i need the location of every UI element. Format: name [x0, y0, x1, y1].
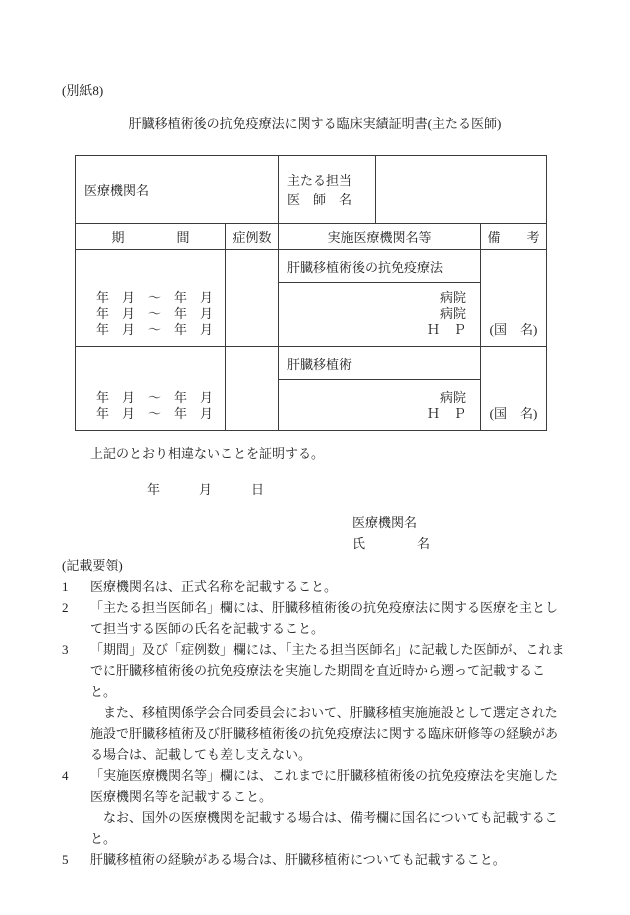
therapy-period-cell — [76, 250, 226, 346]
signature-block — [352, 512, 430, 554]
country-remark: (国 名) — [489, 322, 538, 337]
notes-heading: (記載要領) — [62, 558, 123, 573]
hospital-label: 病院 — [439, 390, 466, 405]
hospital-label: 病院 — [439, 306, 466, 321]
note-number: 2 — [62, 600, 69, 615]
transplant-institutions-cell — [279, 347, 481, 430]
note-paragraph: なお、国外の医療機関を記載する場合は、備考欄に国名についても記載すること。 — [90, 810, 558, 846]
note-item — [62, 576, 570, 597]
notes-section — [62, 555, 570, 870]
document-title: 肝臓移植術後の抗免疫療法に関する臨床実績証明書(主たる医師) — [128, 116, 502, 131]
note-paragraph: 肝臓移植術の経験がある場合は、肝臓移植術についても記載すること。 — [90, 852, 506, 867]
note-item — [62, 639, 570, 765]
note-body — [90, 576, 570, 597]
transplant-institution-lines — [279, 380, 480, 430]
transplant-period-cell — [76, 347, 226, 430]
name-signature-label: 氏 名 — [352, 536, 431, 551]
note-number: 3 — [62, 642, 69, 657]
transplant-remark-cell — [481, 347, 546, 430]
column-header-remarks: 備 考 — [487, 230, 540, 245]
clinical-record-table — [75, 155, 547, 431]
transplant-section-heading: 肝臓移植術 — [279, 347, 480, 380]
annex-label: (別紙8) — [62, 83, 104, 98]
therapy-section-heading: 肝臓移植術後の抗免疫療法 — [279, 250, 480, 283]
period-row: 年 月 ～ 年 月 — [96, 290, 214, 305]
note-body — [90, 849, 570, 870]
note-number: 5 — [62, 852, 69, 867]
primary-doctor-label-line2: 医 師 名 — [287, 191, 353, 207]
note-paragraph: 「期間」及び「症例数」欄には、「主たる担当医師名」に記載した医師が、これまでに肝臓移植術後の抗免疫療法を実施した期間を直近時から遡って記載すること。 — [90, 642, 565, 699]
therapy-institution-lines — [279, 283, 480, 346]
period-row: 年 月 ～ 年 月 — [96, 390, 214, 405]
institution-name-cell — [76, 156, 279, 223]
period-row: 年 月 ～ 年 月 — [96, 322, 214, 337]
primary-doctor-label-cell — [279, 156, 376, 223]
note-paragraph: 医療機関名は、正式名称を記載すること。 — [90, 579, 338, 594]
column-header-case-count: 症例数 — [226, 224, 279, 249]
note-paragraph: 「主たる担当医師名」欄には、肝臓移植術後の抗免疫療法に関する医療を主として担当する医師の氏名を記載すること。 — [90, 600, 559, 636]
table-section-transplant — [76, 347, 546, 430]
note-body — [90, 639, 570, 765]
note-body — [90, 765, 570, 849]
note-item — [62, 765, 570, 849]
note-paragraph: 「実施医療機関名等」欄には、これまでに肝臓移植術後の抗免疫療法を実施した医療機関名等を記載すること。 — [90, 768, 559, 804]
note-item — [62, 849, 570, 870]
primary-doctor-value-cell — [376, 156, 546, 223]
note-item — [62, 597, 570, 639]
note-number: 4 — [62, 768, 69, 783]
certification-statement: 上記のとおり相違ないことを証明する。 — [90, 446, 325, 461]
note-number: 1 — [62, 579, 69, 594]
column-header-institutions: 実施医療機関名等 — [279, 224, 481, 249]
column-header-period: 期 間 — [76, 224, 226, 249]
primary-doctor-label-line1: 主たる担当 — [287, 172, 353, 188]
therapy-institutions-cell — [279, 250, 481, 346]
institution-name-label: 医療機関名 — [84, 183, 150, 198]
date-line: 年 月 日 — [147, 482, 265, 497]
period-row: 年 月 ～ 年 月 — [96, 306, 214, 321]
hospital-label: 病院 — [439, 290, 466, 305]
table-header-row — [76, 224, 546, 250]
period-row: 年 月 ～ 年 月 — [96, 406, 214, 421]
note-body — [90, 597, 570, 639]
table-section-therapy — [76, 250, 546, 347]
transplant-case-count-cell — [226, 347, 279, 430]
hp-label: Ｈ Ｐ — [426, 406, 466, 421]
country-remark: (国 名) — [489, 406, 538, 421]
hp-label: Ｈ Ｐ — [426, 322, 466, 337]
note-paragraph: また、移植関係学会合同委員会において、肝臓移植実施施設として選定された施設で肝臓移植術及び肝臓移植術後の抗免疫療法に関する臨床研修等の経験がある場合は、記載しても差し支えない。 — [90, 705, 559, 762]
therapy-case-count-cell — [226, 250, 279, 346]
institution-signature-label: 医療機関名 — [352, 515, 418, 530]
therapy-remark-cell — [481, 250, 546, 346]
table-row-institution — [76, 156, 546, 224]
